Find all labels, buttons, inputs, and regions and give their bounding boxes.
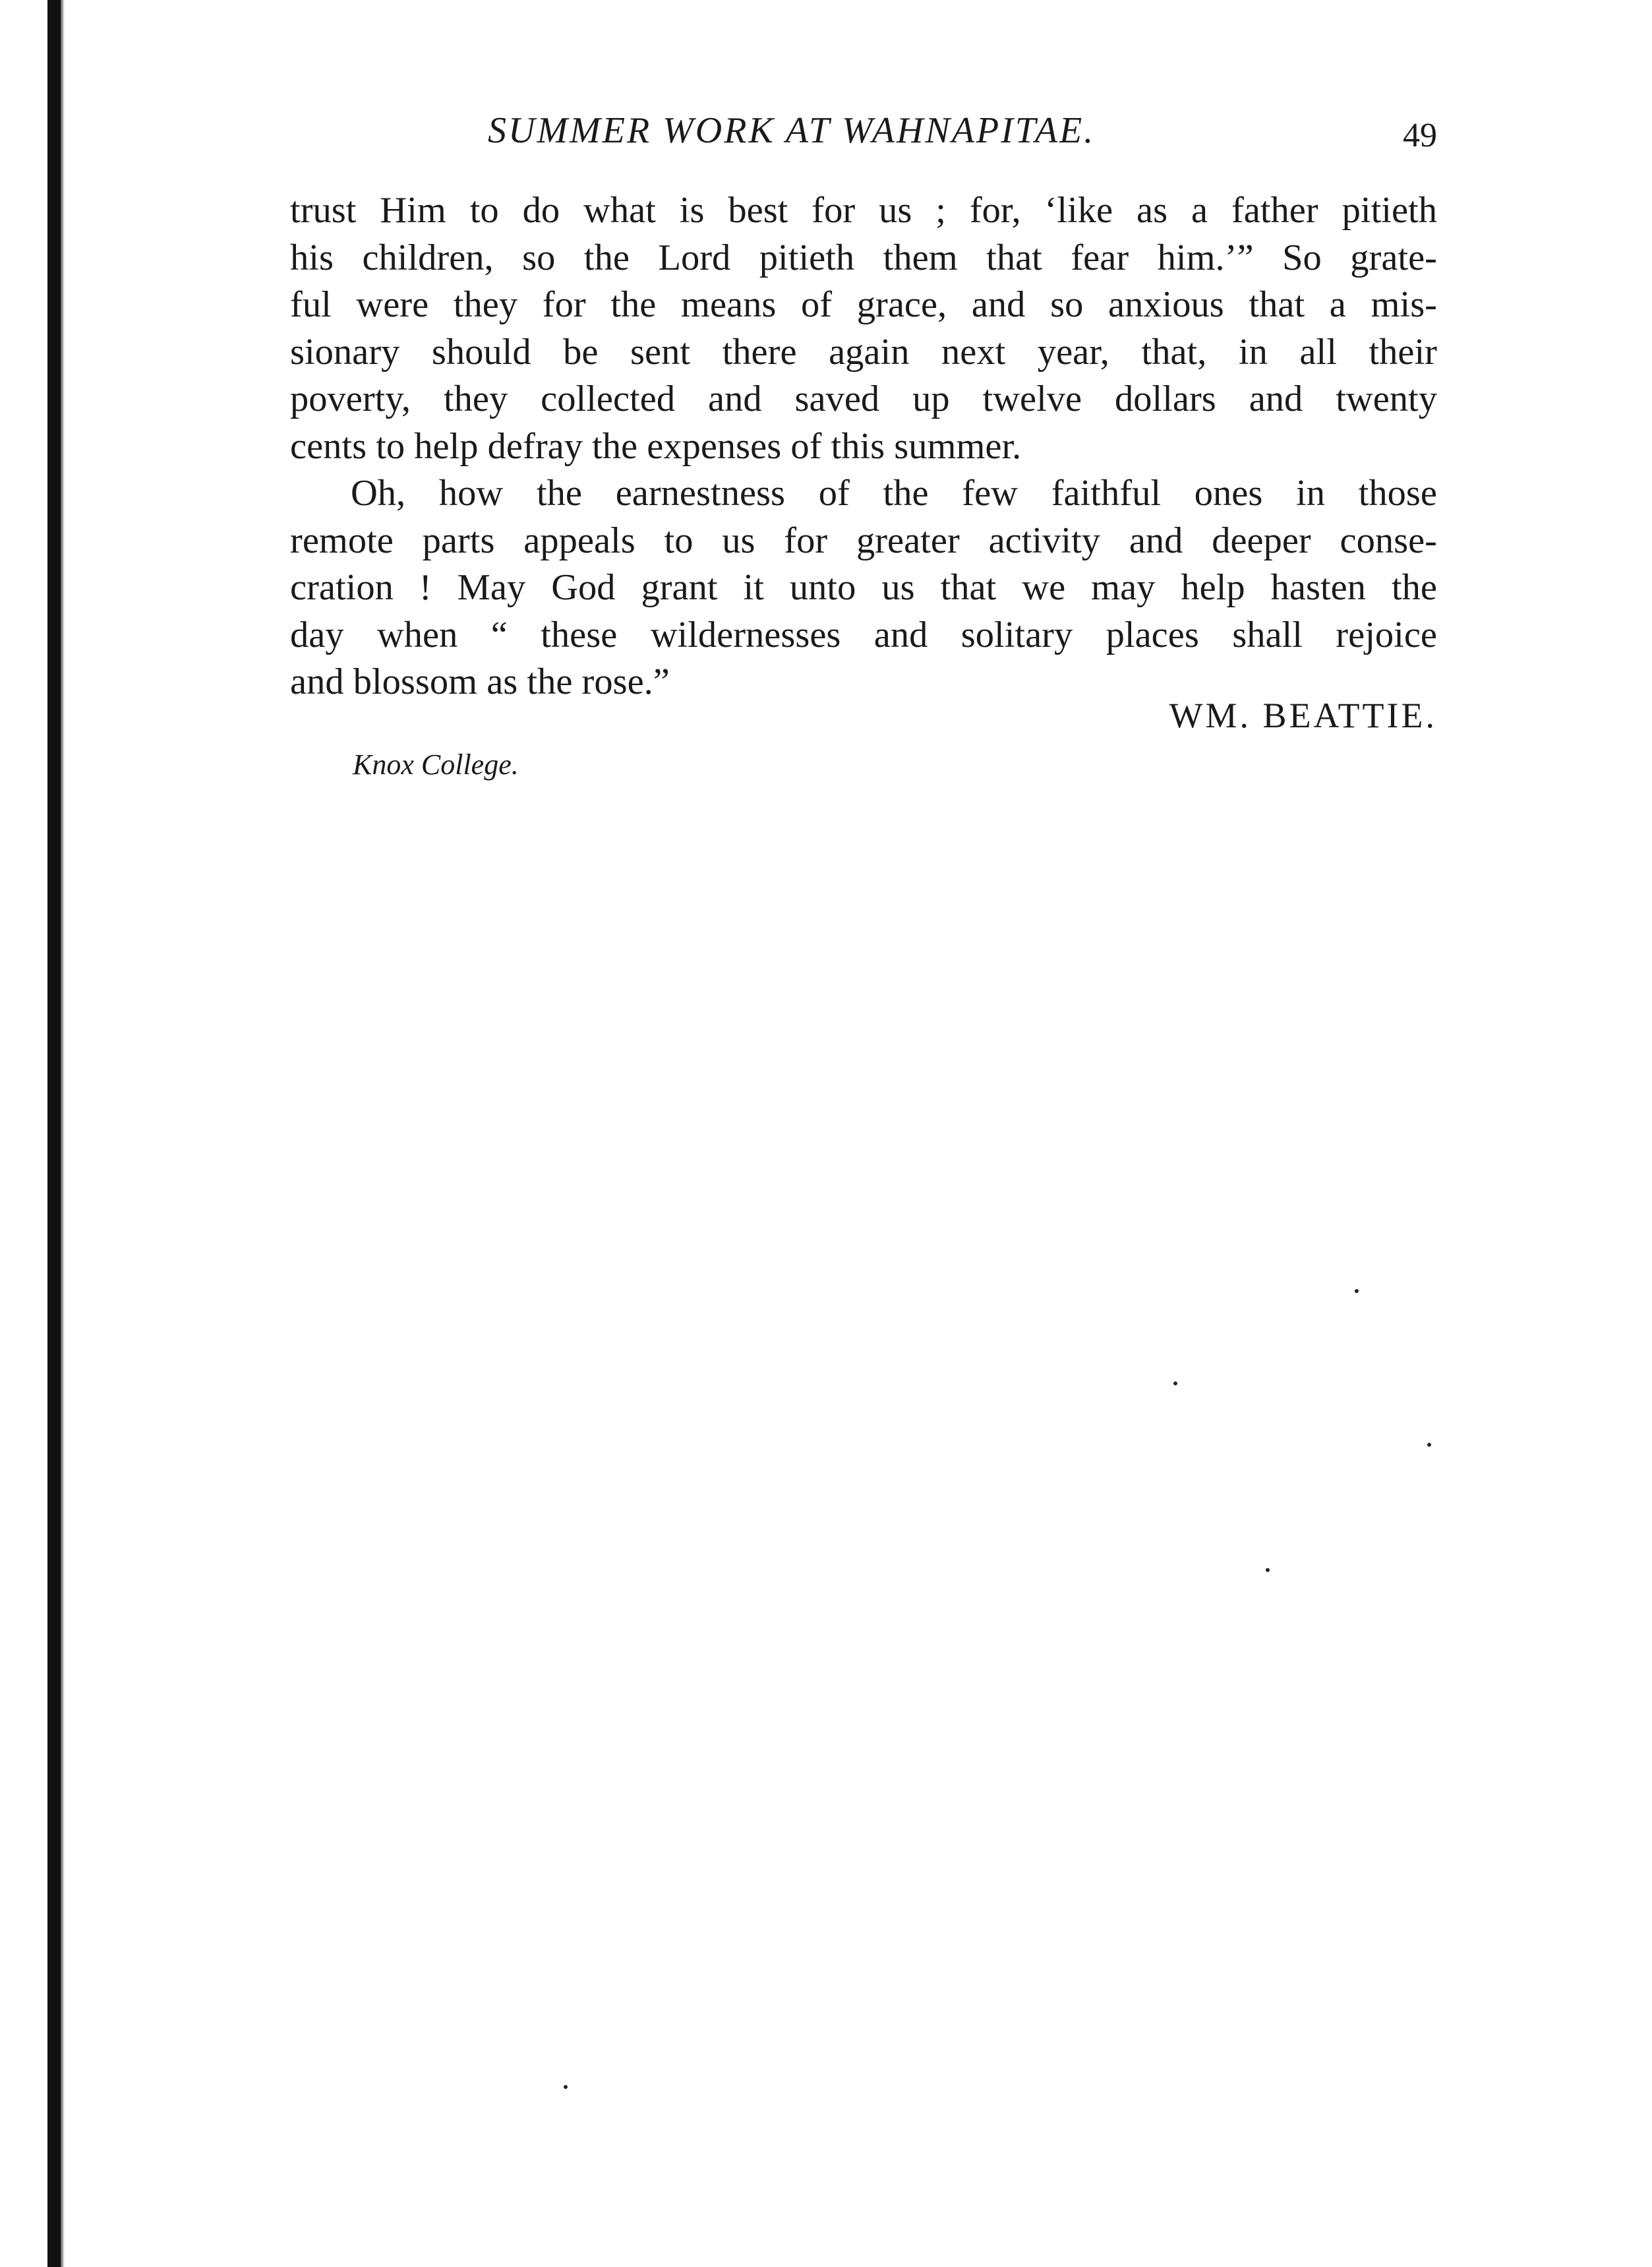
scan-speck bbox=[1266, 1568, 1270, 1572]
text-line: his children, so the Lord pitieth them that fear him.’” So grate- bbox=[290, 237, 1437, 278]
binding-edge-shadow bbox=[61, 0, 65, 2267]
running-title: SUMMER WORK AT WAHNAPITAE. bbox=[488, 110, 1096, 151]
binding-edge bbox=[47, 0, 61, 2267]
text-line: day when “ these wildernesses and solitary places shall rejoice bbox=[290, 614, 1437, 655]
text-line: cration ! May God grant it unto us that we may help hasten the bbox=[290, 567, 1437, 608]
text-line: sionary should be sent there again next year, that, in all their bbox=[290, 331, 1437, 373]
text-line: Oh, how the earnestness of the few faithful ones in those bbox=[351, 473, 1437, 514]
running-head bbox=[290, 104, 1437, 157]
text-line: ful were they for the means of grace, and so anxious that a mis- bbox=[290, 284, 1437, 325]
text-line: trust Him to do what is best for us ; for, ‘like as a father pitieth bbox=[290, 190, 1437, 231]
text-line: cents to help defray the expenses of this summer. bbox=[290, 425, 1022, 467]
signature: WM. BEATTIE. bbox=[1169, 696, 1437, 735]
affiliation: Knox College. bbox=[353, 748, 519, 781]
scan-speck bbox=[564, 2085, 568, 2089]
text-line: and blossom as the rose.” bbox=[290, 661, 670, 702]
text-line: poverty, they collected and saved up twelve dollars and twenty bbox=[290, 378, 1437, 419]
body-text bbox=[290, 187, 1437, 706]
scan-speck bbox=[1427, 1443, 1431, 1447]
scan-speck bbox=[1355, 1289, 1359, 1293]
page-number: 49 bbox=[1403, 117, 1437, 154]
scan-speck bbox=[1173, 1381, 1177, 1385]
text-line: remote parts appeals to us for greater activity and deeper conse- bbox=[290, 520, 1437, 561]
